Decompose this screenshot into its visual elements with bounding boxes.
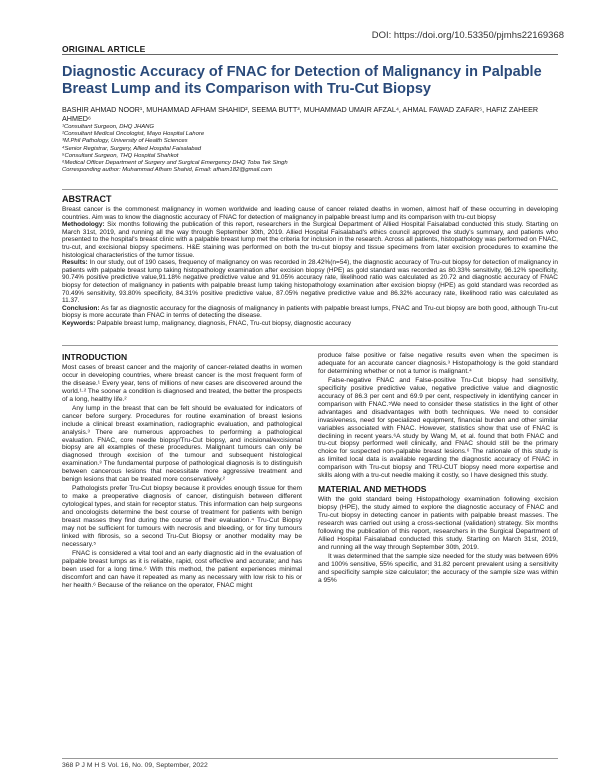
intro-paragraph-5: produce false positive or false negative results even when the specimen is adequate for an accurate cancer diagnosis.³ Histopathology is the gold standard for determining whether or not a tumor is malignant.⁴ bbox=[318, 352, 558, 375]
abstract-intro: Breast cancer is the commonest malignancy in women worldwide and leading cause of cancer related deaths in women, almost half of these occurring in developing countries. Aim was to know the diagnostic accuracy of FNAC for detection of malignancy in palpable breast lump and its comparison with tru-cut biopsy bbox=[62, 206, 558, 221]
abstract-results bbox=[62, 259, 558, 305]
keywords-label: Keywords: bbox=[62, 319, 96, 327]
header-divider bbox=[62, 54, 558, 55]
conclusion-text: As far as diagnostic accuracy for the diagnosis of malignancy in patients with palpable breast lumps, FNAC and Tru-cut biopsy are both good, although Tru-cut biopsy is more accurate than FNAC in terms of detecting the disease. bbox=[62, 304, 558, 320]
affiliation-4: ⁴Senior Registrar, Surgery, Allied Hospital Faisalabad bbox=[62, 145, 202, 152]
article-title: Diagnostic Accuracy of FNAC for Detection of Malignancy in Palpable Breast Lump and its Comparison with Tru-Cut Biopsy bbox=[62, 64, 542, 97]
affiliation-1: ¹Consultant Surgeon, DHQ JHANG bbox=[62, 124, 154, 130]
affiliations bbox=[62, 124, 558, 174]
introduction-heading: INTRODUCTION bbox=[62, 352, 128, 362]
affiliation-6: ⁶Medical Officer Department of Surgery and Surgical Emergency DHQ Toba Tek Singh bbox=[62, 160, 288, 167]
author-list: BASHIR AHMAD NOOR¹, MUHAMMAD AFHAM SHAHID², SEEMA BUTT³, MUHAMMAD UMAIR AFZAL⁴, AHMAL FAWAD ZAFAR⁵, HAFIZ ZAHEER AHMED⁶ bbox=[62, 105, 539, 123]
results-text: In our study, out of 190 cases, frequency of malignancy on was recorded in 28.42%(n=54), the diagnostic accuracy of Tru-cut biopsy for detection of malignancy in patients with palpable breast lump taking histopathology examination after excision biopsy (HPE) as gold standard was recorded as 80.33% sensitivity, 96.12% specificity, 90.74% positive predictive value,91.18% negative predictive value and 91.05% accuracy rate, likelihood ratio was calculated as 20.72 and diagnostic accuracy of FNAC biopsy for detection of malignancy in patients with palpable breast lump taking histopathology examination after excision biopsy (HPE) as gold standard was recorded as 70.49% sensitivity, 93.80% specificity, 84.31% positive predictive value, 87.05% negative predictive value and 86.32% accuracy rate, likelihood ratio was calculated as 11.37. bbox=[62, 259, 558, 305]
affiliation-3: ³M.Phil Pathology, University of Health Sciences bbox=[62, 138, 188, 145]
abstract-heading: ABSTRACT bbox=[62, 194, 112, 204]
abstract-block bbox=[62, 194, 558, 328]
intro-paragraph-1: Most cases of breast cancer and the majority of cancer-related deaths in women occur in developing countries, where breast cancer is the most frequent form of the disease.¹ Every year, tens of millions of new cases are discovered around the world.¹·² The sooner a condition is diagnosed and treated, the better the prospects of a long, healthy life.² bbox=[62, 363, 302, 403]
abstract-methodology bbox=[62, 221, 558, 259]
intro-paragraph-3: Pathologists prefer Tru-Cut biopsy because it provides enough tissue for them to make a preoperative diagnosis of cancer, distinguish between different cytological types, and stain for receptor status. This information can help surgeons and oncologists determine the best course of treatment for patients with benign breast masses they find during the course of their evaluation.⁴ Tru-Cut Biopsy may not be sufficient for tumours with necrosis and bleeding, or for tiny tumours linked with fibrosis, so a second Tru-Cut Biopsy or another modality may be necessary.⁵ bbox=[62, 485, 302, 548]
methods-paragraph-2: It was determined that the sample size needed for the study was between 69% and 100% sensitive, 55% specific, and 31.82 percent prevalent using a sensitivity and specificity sample size calculator; the accuracy of the sample size was within a 95% bbox=[318, 552, 558, 584]
keywords-text: Palpable breast lump, malignancy, diagnosis, FNAC, Tru-cut biopsy, diagnostic accuracy bbox=[95, 319, 352, 327]
doi-link[interactable]: DOI: https://doi.org/10.53350/pjmhs22169368 bbox=[371, 30, 564, 41]
corresponding-author: Corresponding author: Muhammad Afham Shahid, Email: afham182@gmail.com bbox=[62, 167, 273, 174]
intro-paragraph-2: Any lump in the breast that can be felt should be evaluated for indicators of cancer before surgery. Procedures for routine examination of breast lesions include a clinical breast examination, radiographic evaluation, and pathological analysis.³ There are numerous approaches to performing a pathological evaluation. FNAC, core needle biopsy/Tru-Cut biopsy, and incisional/excisional biopsy are all examples of these procedures. Malignant tumours can only be diagnosed through excision of the tumour and subsequent histological examination.³ The fundamental purpose of pathological diagnosis is to distinguish between cancerous lesions that necessitate more aggressive treatment and benign lesions that can be treated more conservatively.² bbox=[62, 404, 302, 484]
results-label: Results: bbox=[62, 259, 88, 267]
conclusion-label: Conclusion: bbox=[62, 304, 100, 312]
methodology-text: Six months following the publication of this report, researchers in the Surgical Department of Allied Hospital Faisalabad conducted this study. Starting on March 31st, 2019, and running all the way through September 30th, 2019. Allied Hospital Faisalabad's ethics council approved the study's summary, and patients who presented to the hospital's breast clinic with a palpable breast lump met the criteria for inclusion in the research. Across all patients, histopathology was performed on FNAC, tru-cut, and excisional biopsy specimens. H&E staining was performed on both the tru-cut biopsy and tissue specimens from later excision procedures to examine the histological characteristics of the tumor tissue. bbox=[62, 221, 558, 259]
methods-paragraph-1: With the gold standard being Histopathology examination following excision biopsy (HPE), the study aimed to explore the diagnostic accuracy of FNAC and Tru-cut biopsy in detecting cancer in patients with palpable breast masses. The research was carried out using a cross-sectional (validation) strategy. Six months following the publication of this report, researchers in the Surgical Department of Allied Hospital Faisalabad conducted this study. Starting on March 31st, 2019, and running all the way through September 30th, 2019. bbox=[318, 496, 558, 551]
intro-paragraph-4: FNAC is considered a vital tool and an early diagnostic aid in the evaluation of palpable breast lumps as it is reliable, rapid, cost effective and accurate; and has been used for a long time.⁶ With this method, the patient experiences minimal discomfort and can have it repeated as many as necessary with low risk to his or her health.⁶ Because of the reliance on the operator, FNAC might bbox=[62, 549, 302, 589]
methods-heading: MATERIAL AND METHODS bbox=[318, 484, 427, 495]
affiliation-2: ²Consultant Medical Oncologist, Mayo Hospital Lahore bbox=[62, 131, 205, 138]
page-footer: 368 P J M H S Vol. 16, No. 09, September, 2022 bbox=[62, 762, 208, 769]
abstract-conclusion bbox=[62, 305, 558, 320]
left-column bbox=[62, 352, 302, 591]
intro-paragraph-6: False-negative FNAC and False-positive Tru-Cut biopsy had sensitivity, specificity positive predictive value, negative predictive value and diagnostic accuracy of 86.3 per cent and 69.9 per cent, respectively in identifying cancer in comparison with FNAC.⁵We need to consider these statistics in the light of other advantages and disadvantages with both techniques. We need to consider invasiveness, need for specialized equipment, financial burden and other similar variables associated with FNAC. However, statistics show that use of FNAC is declining in recent years.⁶A study by Wang M, et al. found that both FNAC and tru-cut biopsy performed well clinically, and FNAC should still be the primary choice for suspected non-palpable breast lesions.⁶ The rationale of this study is as limited local data is available regarding the diagnostic accuracy of FNAC in comparison with Tru-cut biopsy and TRU-CUT biopsy need more expertise and skills along with a tru-cut needle making it costly, so I have designed this study. bbox=[318, 376, 558, 480]
right-column bbox=[318, 352, 558, 586]
abstract-divider-top bbox=[62, 189, 558, 190]
methodology-label: Methodology: bbox=[62, 221, 105, 229]
abstract-divider-bottom bbox=[62, 345, 558, 346]
abstract-keywords bbox=[62, 320, 558, 328]
affiliation-5: ⁵Consultant Surgeon, THQ Hospital Shahkot bbox=[62, 152, 179, 159]
section-label: ORIGINAL ARTICLE bbox=[62, 44, 146, 54]
footer-divider bbox=[62, 758, 558, 759]
